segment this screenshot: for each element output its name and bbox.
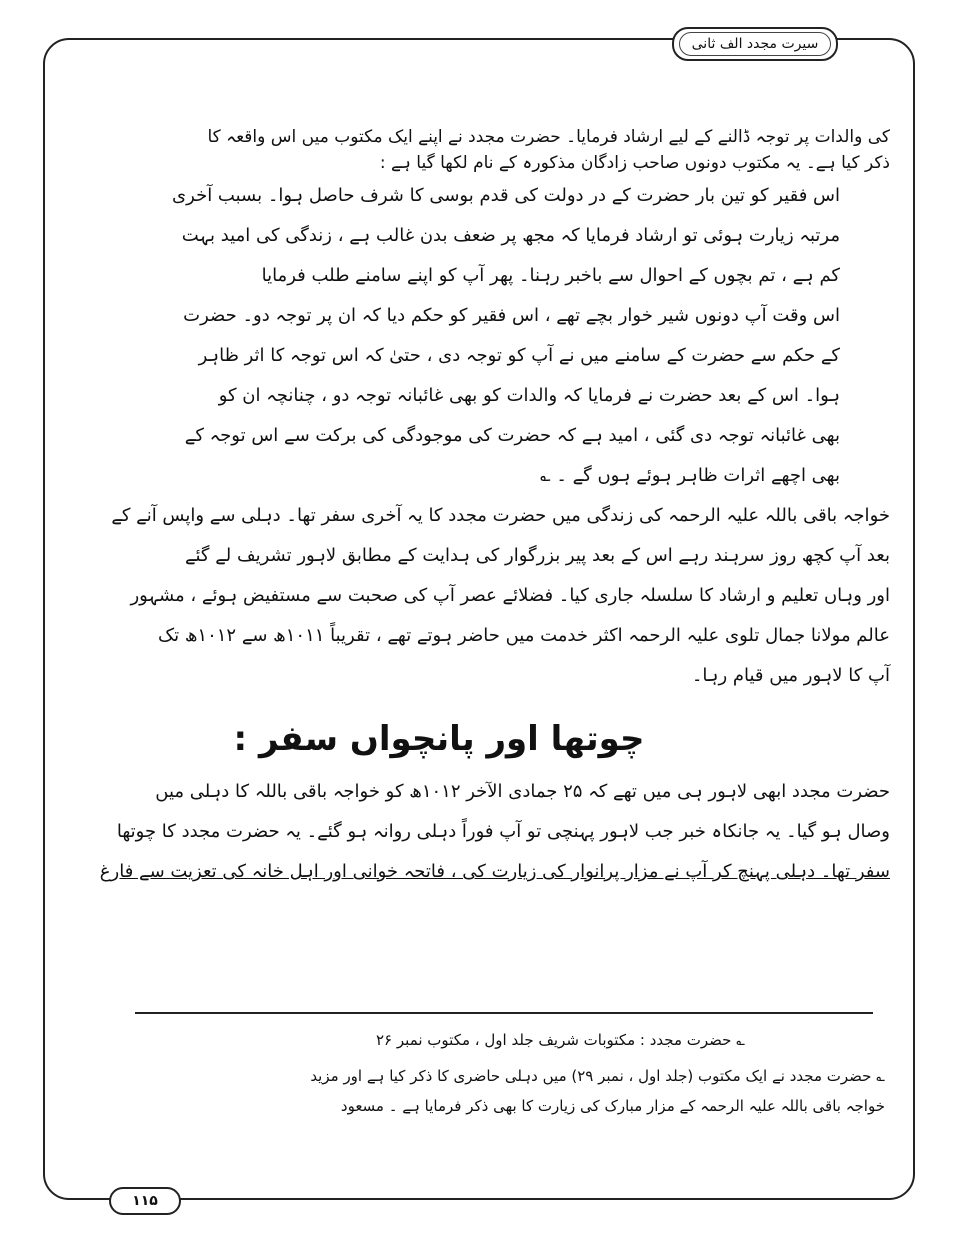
- text-line: اس وقت آپ دونوں شیر خوار بچے تھے ، اس فقیر کو حکم دیا کہ ان پر توجہ دو۔ حضرت: [183, 305, 840, 326]
- text-line: اور وہاں تعلیم و ارشاد کا سلسلہ جاری کیا۔ فضلائے عصر آپ کی صحبت سے مستفیض ہوئے ، مشہور: [130, 585, 890, 606]
- text-line: کی والدات پر توجہ ڈالنے کے لیے ارشاد فرمایا۔ حضرت مجدد نے اپنے ایک مکتوب میں اس واقعہ کا: [207, 127, 890, 147]
- text-line: اس فقیر کو تین بار حضرت کے در دولت کی قدم بوسی کا شرف حاصل ہوا۔ بسبب آخری: [172, 185, 840, 206]
- text-line: بھی غائبانہ توجہ دی گئی ، امید ہے کہ حضرت کی موجودگی کی برکت سے اس توجہ کے: [184, 425, 840, 446]
- quoted-letter: [172, 176, 840, 496]
- text-line: مرتبہ زیارت ہوئی تو ارشاد فرمایا کہ مجھ پر ضعف بدن غالب ہے ، زندگی کی امید بہت: [181, 225, 840, 246]
- section-heading: چوتھا اور پانچواں سفر :: [233, 719, 645, 759]
- text-line: ذکر کیا ہے۔ یہ مکتوب دونوں صاحب زادگان مذکورہ کے نام لکھا گیا ہے :: [379, 153, 890, 173]
- text-line: بعد آپ کچھ روز سرہند رہے اس کے بعد پیر بزرگوار کی ہدایت کے مطابق لاہور تشریف لے گئے: [184, 545, 890, 566]
- text-line: کے حکم سے حضرت کے سامنے میں نے آپ کو توجہ دی ، حتیٰ کہ اس توجہ کا اثر ظاہر: [198, 345, 840, 366]
- running-header: [672, 27, 838, 61]
- page-number: ۱۱۵: [109, 1187, 181, 1215]
- text-line: کم ہے ، تم بچوں کے احوال سے باخبر رہنا۔ پھر آپ کو اپنے سامنے طلب فرمایا: [261, 265, 840, 286]
- footnote-2: ؎ حضرت مجدد نے ایک مکتوب (جلد اول ، نمبر ۲۹) میں دہلی حاضری کا ذکر کیا ہے اور مزید: [310, 1067, 885, 1085]
- text-line: بھی اچھے اثرات ظاہر ہوئے ہوں گے ۔ ؎: [540, 465, 840, 486]
- footnote-1: ؎ حضرت مجدد : مکتوبات شریف جلد اول ، مکتوب نمبر ۲۶: [376, 1031, 745, 1049]
- intro-paragraph: [108, 124, 890, 176]
- main-text: [99, 124, 890, 892]
- paragraph-lahore: [111, 496, 890, 696]
- text-line: وصال ہو گیا۔ یہ جانکاہ خبر جب لاہور پہنچی تو آپ فوراً دہلی روانہ ہو گئے۔ یہ حضرت مجدد کا چوتھا: [116, 821, 890, 842]
- text-line: سفر تھا۔ دہلی پہنچ کر آپ نے مزار پرانوار کی زیارت کی ، فاتحہ خوانی اور اہل خانہ کی تعزیت سے فارغ: [99, 861, 890, 882]
- text-line: عالم مولانا جمال تلوی علیہ الرحمہ اکثر خدمت میں حاضر ہوتے تھے ، تقریباً ۱۰۱۱ھ سے ۱۰۱۲ھ تک: [158, 625, 890, 646]
- footnote-2-continued: خواجہ باقی باللہ علیہ الرحمہ کے مزار مبارک کی زیارت کا بھی ذکر فرمایا ہے ۔ مسعود: [340, 1097, 885, 1115]
- text-line: حضرت مجدد ابھی لاہور ہی میں تھے کہ ۲۵ جمادی الآخر ۱۰۱۲ھ کو خواجہ باقی باللہ کا دہلی میں: [155, 781, 890, 802]
- text-line: ہوا۔ اس کے بعد حضرت نے فرمایا کہ والدات کو بھی غائبانہ توجہ دو ، چنانچہ ان کو: [218, 385, 840, 406]
- footnotes: [140, 1025, 885, 1121]
- running-header-title: سیرت مجدد الف ثانی: [679, 32, 831, 56]
- text-line: آپ کا لاہور میں قیام رہا۔: [691, 665, 890, 686]
- text-line: خواجہ باقی باللہ علیہ الرحمہ کی زندگی میں حضرت مجدد کا یہ آخری سفر تھا۔ دہلی سے واپس آنے کے: [111, 505, 890, 526]
- footnote-divider: [135, 1012, 873, 1014]
- paragraph-fourth-journey: [99, 772, 890, 892]
